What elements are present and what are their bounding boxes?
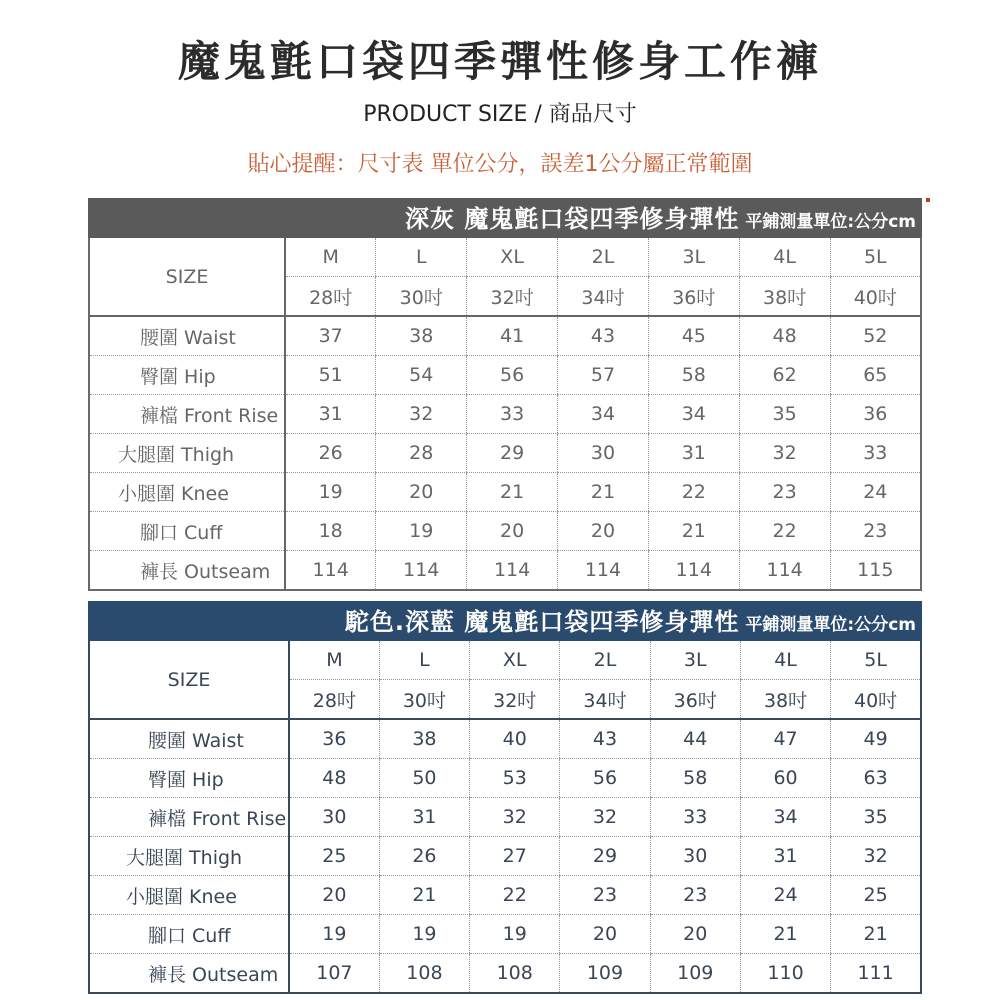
row-label: 大腿圍 Thigh	[89, 434, 285, 473]
inch-cell: 38吋	[740, 680, 830, 720]
size-4l: 4L	[740, 641, 830, 680]
cell: 32	[831, 837, 921, 876]
table-row-hip	[89, 759, 921, 798]
table-banner	[88, 198, 922, 238]
size-table-camel-navy	[88, 601, 922, 994]
size-2l: 2L	[558, 238, 649, 277]
banner-unit: 平鋪測量單位:公分cm	[745, 615, 916, 635]
cell: 49	[831, 719, 921, 759]
cell: 114	[376, 551, 467, 591]
table-row-waist	[89, 316, 921, 356]
cell: 31	[379, 798, 469, 837]
cell: 24	[740, 876, 830, 915]
cell: 21	[831, 915, 921, 954]
row-label: 腳口 Cuff	[89, 512, 285, 551]
banner-unit: 平鋪測量單位:公分cm	[745, 212, 916, 232]
row-label: 腰圍 Waist	[89, 316, 285, 356]
cell: 51	[285, 356, 376, 395]
cell: 111	[831, 954, 921, 994]
cell: 24	[830, 473, 921, 512]
inch-cell: 38吋	[739, 277, 830, 317]
cell: 35	[831, 798, 921, 837]
cell: 22	[648, 473, 739, 512]
size-5l: 5L	[830, 238, 921, 277]
row-label: 褲檔 Front Rise	[89, 395, 285, 434]
size-4l: 4L	[739, 238, 830, 277]
cell: 34	[648, 395, 739, 434]
banner-title: 駝色.深藍 魔鬼氈口袋四季修身彈性	[344, 608, 740, 636]
inch-cell: 34吋	[558, 277, 649, 317]
row-label: 臀圍 Hip	[89, 759, 289, 798]
row-label: 小腿圍 Knee	[89, 473, 285, 512]
table-banner	[88, 601, 922, 641]
cell: 34	[740, 798, 830, 837]
page-title: 魔鬼氈口袋四季彈性修身工作褲	[177, 37, 822, 86]
size-l: L	[379, 641, 469, 680]
table-row-cuff	[89, 915, 921, 954]
cell: 34	[558, 395, 649, 434]
cell: 20	[376, 473, 467, 512]
inch-cell: 32吋	[470, 680, 560, 720]
table-row-outseam	[89, 551, 921, 591]
inch-cell: 36吋	[648, 277, 739, 317]
cell: 19	[379, 915, 469, 954]
table-row-waist	[89, 719, 921, 759]
cell: 21	[648, 512, 739, 551]
cell: 36	[289, 719, 379, 759]
cell: 32	[470, 798, 560, 837]
cell: 65	[830, 356, 921, 395]
cell: 54	[376, 356, 467, 395]
cell: 30	[650, 837, 740, 876]
inch-cell: 28吋	[289, 680, 379, 720]
cell: 63	[831, 759, 921, 798]
cell: 21	[558, 473, 649, 512]
size-chart	[88, 238, 922, 591]
banner-title: 深灰 魔鬼氈口袋四季修身彈性	[405, 205, 740, 233]
cell: 20	[289, 876, 379, 915]
table-row-cuff	[89, 512, 921, 551]
cell: 114	[285, 551, 376, 591]
cell: 114	[648, 551, 739, 591]
cell: 23	[739, 473, 830, 512]
cell: 33	[830, 434, 921, 473]
inch-cell: 40吋	[830, 277, 921, 317]
cell: 32	[560, 798, 650, 837]
cell: 43	[560, 719, 650, 759]
cell: 19	[285, 473, 376, 512]
cell: 26	[379, 837, 469, 876]
size-label: SIZE	[89, 238, 285, 316]
cell: 50	[379, 759, 469, 798]
cell: 58	[650, 759, 740, 798]
cell: 23	[560, 876, 650, 915]
cell: 57	[558, 356, 649, 395]
cell: 60	[740, 759, 830, 798]
cell: 31	[285, 395, 376, 434]
row-label: 腰圍 Waist	[89, 719, 289, 759]
row-label: 小腿圍 Knee	[89, 876, 289, 915]
table-row-knee	[89, 473, 921, 512]
corner-mark	[926, 198, 930, 202]
size-header-row	[89, 641, 921, 680]
cell: 22	[739, 512, 830, 551]
cell: 107	[289, 954, 379, 994]
cell: 40	[470, 719, 560, 759]
cell: 33	[467, 395, 558, 434]
cell: 22	[470, 876, 560, 915]
table-row-thigh	[89, 434, 921, 473]
inch-cell: 40吋	[831, 680, 921, 720]
size-header-row	[89, 238, 921, 277]
cell: 23	[650, 876, 740, 915]
cell: 52	[830, 316, 921, 356]
cell: 53	[470, 759, 560, 798]
cell: 20	[560, 915, 650, 954]
cell: 41	[467, 316, 558, 356]
cell: 31	[740, 837, 830, 876]
cell: 48	[739, 316, 830, 356]
cell: 21	[379, 876, 469, 915]
size-2l: 2L	[560, 641, 650, 680]
size-m: M	[285, 238, 376, 277]
cell: 108	[379, 954, 469, 994]
cell: 23	[830, 512, 921, 551]
cell: 19	[470, 915, 560, 954]
cell: 110	[740, 954, 830, 994]
cell: 20	[650, 915, 740, 954]
cell: 56	[560, 759, 650, 798]
inch-cell: 30吋	[379, 680, 469, 720]
size-table-dark-gray	[88, 198, 922, 591]
cell: 31	[648, 434, 739, 473]
table-row-outseam	[89, 954, 921, 994]
cell: 38	[376, 316, 467, 356]
cell: 58	[648, 356, 739, 395]
cell: 47	[740, 719, 830, 759]
size-xl: XL	[470, 641, 560, 680]
cell: 114	[558, 551, 649, 591]
inch-cell: 36吋	[650, 680, 740, 720]
cell: 114	[467, 551, 558, 591]
cell: 35	[739, 395, 830, 434]
size-xl: XL	[467, 238, 558, 277]
cell: 29	[560, 837, 650, 876]
cell: 62	[739, 356, 830, 395]
cell: 114	[739, 551, 830, 591]
inch-cell: 28吋	[285, 277, 376, 317]
cell: 32	[376, 395, 467, 434]
row-label: 褲長 Outseam	[148, 963, 279, 986]
row-label: 腳口 Cuff	[89, 915, 289, 954]
inch-cell: 30吋	[376, 277, 467, 317]
cell: 18	[285, 512, 376, 551]
table-row-thigh	[89, 837, 921, 876]
cell: 44	[650, 719, 740, 759]
row-label: 褲檔 Front Rise	[89, 798, 289, 837]
size-notice: 貼心提醒：尺寸表 單位公分，誤差1公分屬正常範圍	[247, 152, 753, 177]
cell: 108	[470, 954, 560, 994]
cell: 25	[831, 876, 921, 915]
size-3l: 3L	[650, 641, 740, 680]
cell: 56	[467, 356, 558, 395]
inch-cell: 32吋	[467, 277, 558, 317]
cell: 43	[558, 316, 649, 356]
inch-cell: 34吋	[560, 680, 650, 720]
cell: 21	[467, 473, 558, 512]
cell: 37	[285, 316, 376, 356]
cell: 109	[650, 954, 740, 994]
cell: 30	[289, 798, 379, 837]
page-subtitle: PRODUCT SIZE / 商品尺寸	[363, 102, 637, 127]
cell: 28	[376, 434, 467, 473]
cell: 36	[830, 395, 921, 434]
table-row-front-rise	[89, 798, 921, 837]
cell: 21	[740, 915, 830, 954]
cell: 20	[467, 512, 558, 551]
cell: 27	[470, 837, 560, 876]
cell: 19	[376, 512, 467, 551]
size-5l: 5L	[831, 641, 921, 680]
size-chart	[88, 641, 922, 994]
size-label: SIZE	[89, 641, 289, 719]
cell: 109	[560, 954, 650, 994]
cell: 45	[648, 316, 739, 356]
cell: 26	[285, 434, 376, 473]
table-row-knee	[89, 876, 921, 915]
cell: 30	[558, 434, 649, 473]
cell: 25	[289, 837, 379, 876]
size-l: L	[376, 238, 467, 277]
cell: 29	[467, 434, 558, 473]
cell: 33	[650, 798, 740, 837]
row-label: 大腿圍 Thigh	[89, 837, 289, 876]
cell: 38	[379, 719, 469, 759]
cell: 19	[289, 915, 379, 954]
cell: 32	[739, 434, 830, 473]
cell: 48	[289, 759, 379, 798]
table-row-front-rise	[89, 395, 921, 434]
cell: 115	[830, 551, 921, 591]
size-3l: 3L	[648, 238, 739, 277]
cell: 20	[558, 512, 649, 551]
table-row-hip	[89, 356, 921, 395]
row-label: 臀圍 Hip	[89, 356, 285, 395]
size-m: M	[289, 641, 379, 680]
row-label: 褲長 Outseam	[140, 560, 271, 583]
